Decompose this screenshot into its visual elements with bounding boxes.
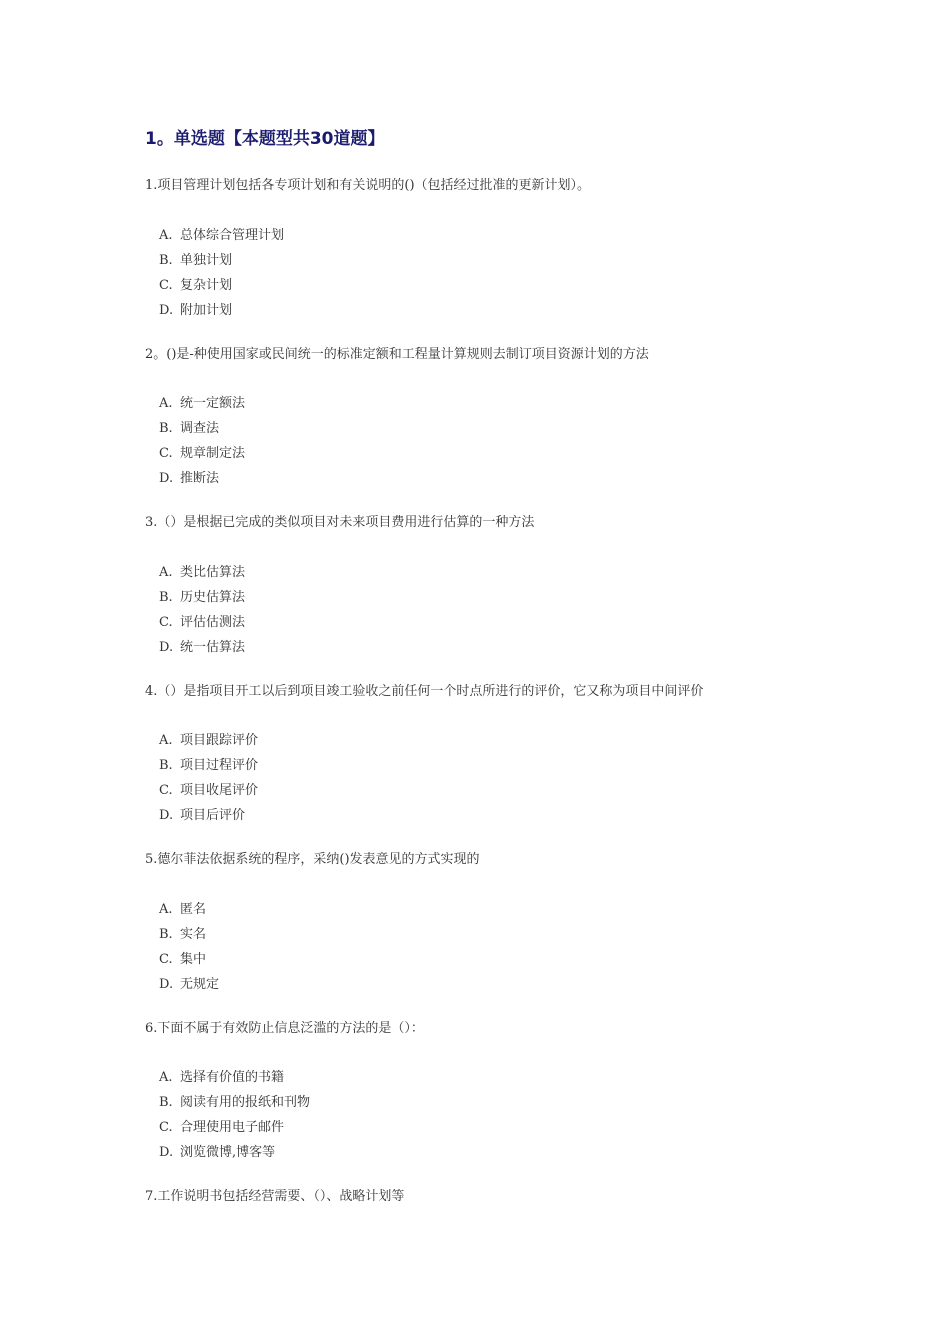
option-letter: D. [159,808,174,823]
option-letter: A. [159,902,173,917]
option-text: 集中 [180,952,207,967]
option-letter: C. [159,952,173,967]
question-7-stem: 7.工作说明书包括经营需要、（）、战略计划等 [145,1189,405,1204]
option-text: 历史估算法 [180,590,246,605]
option-letter: C. [159,783,173,798]
option-text: 规章制定法 [180,446,246,461]
option-text: 项目跟踪评价 [180,733,259,748]
question-1-option-d [159,302,232,320]
question-4-stem: 4.（）是指项目开工以后到项目竣工验收之前任何一个时点所进行的评价，它又称为项目中间评价 [145,684,704,699]
question-4-option-c [159,782,258,800]
question-2-option-b [159,420,219,438]
question-2-option-c [159,445,245,463]
option-text: 附加计划 [180,303,233,318]
question-5-stem: 5.德尔菲法依据系统的程序，采纳()发表意见的方式实现的 [145,852,480,867]
option-text: 推断法 [180,471,220,486]
option-letter: A. [159,565,173,580]
option-text: 统一估算法 [180,640,246,655]
option-text: 合理使用电子邮件 [180,1120,285,1135]
question-6-option-c [159,1119,284,1137]
section-title: 1。单选题【本题型共30道题】 [145,129,385,149]
option-letter: D. [159,303,174,318]
option-text: 匿名 [180,902,207,917]
option-text: 阅读有用的报纸和刊物 [180,1095,311,1110]
question-2-option-d [159,470,219,488]
option-text: 复杂计划 [180,278,233,293]
question-1-option-b [159,252,232,270]
question-6-option-a [159,1069,284,1087]
question-6-option-d [159,1144,275,1162]
question-4-option-a [159,732,258,750]
question-1-stem: 1.项目管理计划包括各专项计划和有关说明的()（包括经过批准的更新计划）。 [145,178,591,193]
question-5-option-b [159,926,206,944]
option-letter: C. [159,446,173,461]
question-4-option-d [159,807,245,825]
question-3-option-a [159,564,245,582]
option-text: 项目后评价 [180,808,246,823]
option-letter: A. [159,733,173,748]
question-6-stem: 6.下面不属于有效防止信息泛滥的方法的是（）： [145,1021,424,1036]
question-2-option-a [159,395,245,413]
question-3-option-c [159,614,245,632]
option-text: 统一定额法 [180,396,246,411]
option-text: 类比估算法 [180,565,246,580]
option-letter: B. [159,1095,173,1110]
option-letter: D. [159,977,174,992]
option-letter: A. [159,396,173,411]
option-letter: C. [159,1120,173,1135]
option-letter: B. [159,253,173,268]
question-3-option-d [159,639,245,657]
option-letter: A. [159,228,173,243]
option-text: 无规定 [180,977,220,992]
question-5-option-c [159,951,206,969]
option-text: 项目过程评价 [180,758,259,773]
option-letter: D. [159,1145,174,1160]
option-text: 单独计划 [180,253,233,268]
question-1-option-a [159,227,284,245]
option-text: 选择有价值的书籍 [180,1070,285,1085]
option-letter: D. [159,471,174,486]
option-letter: C. [159,278,173,293]
question-2-stem: 2。()是-种使用国家或民间统一的标准定额和工程量计算规则去制订项目资源计划的方法 [145,347,649,362]
option-letter: B. [159,590,173,605]
option-text: 总体综合管理计划 [180,228,285,243]
option-text: 浏览微博,博客等 [180,1145,276,1160]
option-letter: B. [159,421,173,436]
question-5-option-a [159,901,206,919]
question-4-option-b [159,757,258,775]
option-text: 项目收尾评价 [180,783,259,798]
option-letter: D. [159,640,174,655]
question-1-option-c [159,277,232,295]
option-letter: B. [159,758,173,773]
question-6-option-b [159,1094,310,1112]
question-5-option-d [159,976,219,994]
question-3-option-b [159,589,245,607]
option-text: 调查法 [180,421,220,436]
option-letter: B. [159,927,173,942]
option-text: 评估估测法 [180,615,246,630]
question-3-stem: 3.（）是根据已完成的类似项目对未来项目费用进行估算的一种方法 [145,515,535,530]
option-letter: A. [159,1070,173,1085]
option-text: 实名 [180,927,207,942]
option-letter: C. [159,615,173,630]
